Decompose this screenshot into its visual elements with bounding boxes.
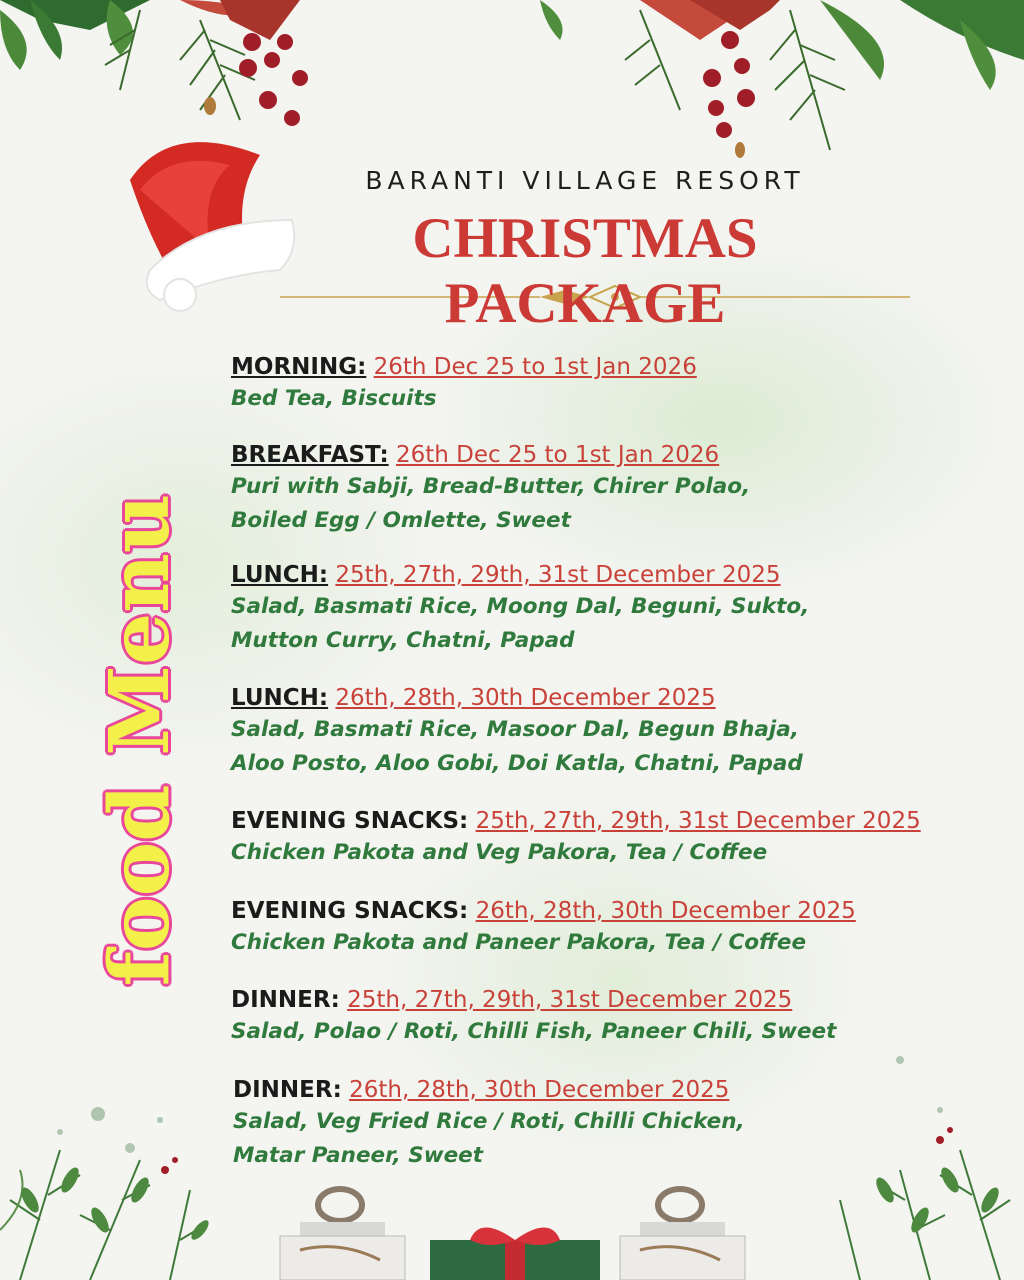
section-label: LUNCH:: [231, 685, 329, 711]
section-dates: 25th, 27th, 29th, 31st December 2025: [475, 808, 921, 834]
section-items: Mutton Curry, Chatni, Papad: [231, 628, 575, 653]
top-right-foliage-icon: [540, 0, 1024, 158]
section-items: Bed Tea, Biscuits: [231, 386, 437, 411]
section-label: EVENING SNACKS:: [231, 808, 469, 834]
section-dates: 25th, 27th, 29th, 31st December 2025: [347, 987, 793, 1013]
bottom-left-leaves-icon: [18, 1157, 212, 1242]
section-items: Salad, Polao / Roti, Chilli Fish, Paneer Chili, Sweet: [231, 1019, 837, 1044]
page-title: CHRISTMAS PACKAGE: [412, 207, 758, 335]
menu-section-snacks-odd: [231, 806, 921, 870]
section-items: Aloo Posto, Aloo Gobi, Doi Katla, Chatni, Papad: [231, 751, 803, 776]
section-items: Puri with Sabji, Bread-Butter, Chirer Polao,: [231, 474, 751, 499]
section-dates: 26th, 28th, 30th December 2025: [335, 685, 716, 711]
section-dates: 25th, 27th, 29th, 31st December 2025: [335, 562, 781, 588]
section-label: DINNER:: [233, 1077, 342, 1103]
section-dates: 26th Dec 25 to 1st Jan 2026: [395, 442, 720, 468]
section-label: DINNER:: [231, 987, 340, 1013]
section-dates: 26th, 28th, 30th December 2025: [475, 898, 856, 924]
menu-section-lunch-even: [231, 683, 803, 781]
menu-section-lunch-odd: [231, 560, 809, 658]
gift-box-icon: [430, 1228, 600, 1280]
section-items: Chicken Pakota and Veg Pakora, Tea / Coffee: [231, 840, 768, 865]
section-dates: 26th, 28th, 30th December 2025: [349, 1077, 730, 1103]
section-label: MORNING:: [231, 354, 367, 380]
section-label: EVENING SNACKS:: [231, 898, 469, 924]
section-items: Salad, Basmati Rice, Moong Dal, Beguni, Sukto,: [231, 594, 810, 619]
section-dates: 26th Dec 25 to 1st Jan 2026: [373, 354, 697, 380]
side-title: food Menu: [92, 493, 188, 987]
top-left-foliage-icon: [0, 0, 308, 126]
section-items: Boiled Egg / Omlette, Sweet: [231, 508, 571, 533]
lantern-left-icon: [280, 1189, 405, 1280]
resort-name: BARANTI VILLAGE RESORT: [365, 166, 805, 195]
section-items: Salad, Basmati Rice, Masoor Dal, Begun Bhaja,: [231, 717, 799, 742]
lantern-right-icon: [620, 1189, 745, 1280]
section-items: Matar Paneer, Sweet: [233, 1143, 484, 1168]
menu-section-morning: [231, 352, 697, 416]
section-items: Salad, Veg Fried Rice / Roti, Chilli Chicken,: [233, 1109, 745, 1134]
menu-section-dinner-even: [233, 1075, 745, 1173]
section-label: BREAKFAST:: [231, 442, 389, 468]
menu-section-snacks-even: [231, 896, 856, 960]
section-label: LUNCH:: [231, 562, 329, 588]
menu-section-dinner-odd: [231, 985, 836, 1049]
menu-section-breakfast: [231, 440, 750, 538]
section-items: Chicken Pakota and Paneer Pakora, Tea / Coffee: [231, 930, 807, 955]
